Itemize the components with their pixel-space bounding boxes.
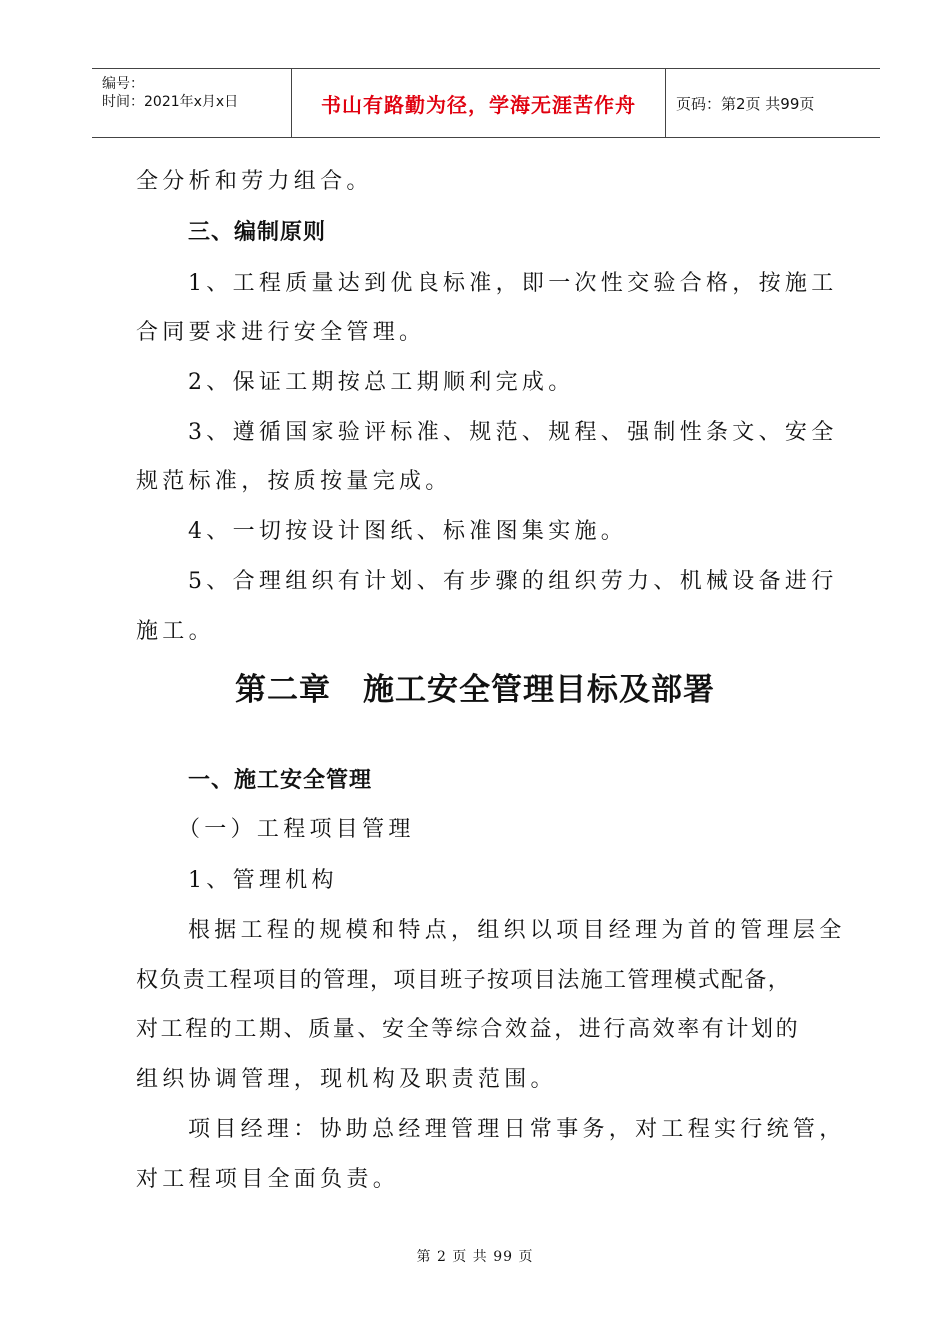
document-number-label: 编号： <box>102 76 144 92</box>
list-item-line: 3、遵循国家验评标准、规范、规程、强制性条文、安全 <box>188 420 838 445</box>
document-time-label: 时间：2021年x月x日 <box>102 94 239 110</box>
header-page-cell <box>666 69 880 137</box>
list-item-line: 合同要求进行安全管理。 <box>136 320 426 345</box>
list-item-line: 2、保证工期按总工期顺利完成。 <box>188 370 575 395</box>
list-item-line: 施工。 <box>136 619 215 644</box>
header-meta-cell <box>92 69 292 137</box>
list-item-line: 1、工程质量达到优良标准，即一次性交验合格，按施工 <box>188 271 838 296</box>
list-item-line: 5、合理组织有计划、有步骤的组织劳力、机械设备进行 <box>188 569 838 594</box>
motto-text: 书山有路勤为径，学海无涯苦作舟 <box>321 92 636 117</box>
paragraph-line: 项目经理：协助总经理管理日常事务，对工程实行统管， <box>188 1117 846 1142</box>
section-heading: 三、编制原则 <box>188 220 327 245</box>
page-header <box>92 68 880 138</box>
paragraph-line: 组织协调管理，现机构及职责范围。 <box>136 1067 557 1092</box>
paragraph-line: 权负责工程项目的管理，项目班子按项目法施工管理模式配备， <box>136 968 792 993</box>
subsection-item: 1、管理机构 <box>188 868 338 893</box>
paragraph-line: 对工程的工期、质量、安全等综合效益，进行高效率有计划的 <box>136 1017 801 1042</box>
page-footer: 第 2 页 共 99 页 <box>416 1249 534 1265</box>
section-heading: 一、施工安全管理 <box>188 768 373 793</box>
subsection-heading: （一）工程项目管理 <box>178 817 415 842</box>
chapter-title: 第二章 施工安全管理目标及部署 <box>235 672 715 708</box>
list-item-line: 4、一切按设计图纸、标准图集实施。 <box>188 519 628 544</box>
list-item-line: 规范标准，按质按量完成。 <box>136 469 452 494</box>
header-motto-cell <box>292 69 666 137</box>
paragraph-line: 对工程项目全面负责。 <box>136 1167 400 1192</box>
header-page-info: 页码：第2页 共99页 <box>676 94 815 113</box>
paragraph-line: 全分析和劳力组合。 <box>136 169 373 194</box>
paragraph-line: 根据工程的规模和特点，组织以项目经理为首的管理层全 <box>188 918 846 943</box>
